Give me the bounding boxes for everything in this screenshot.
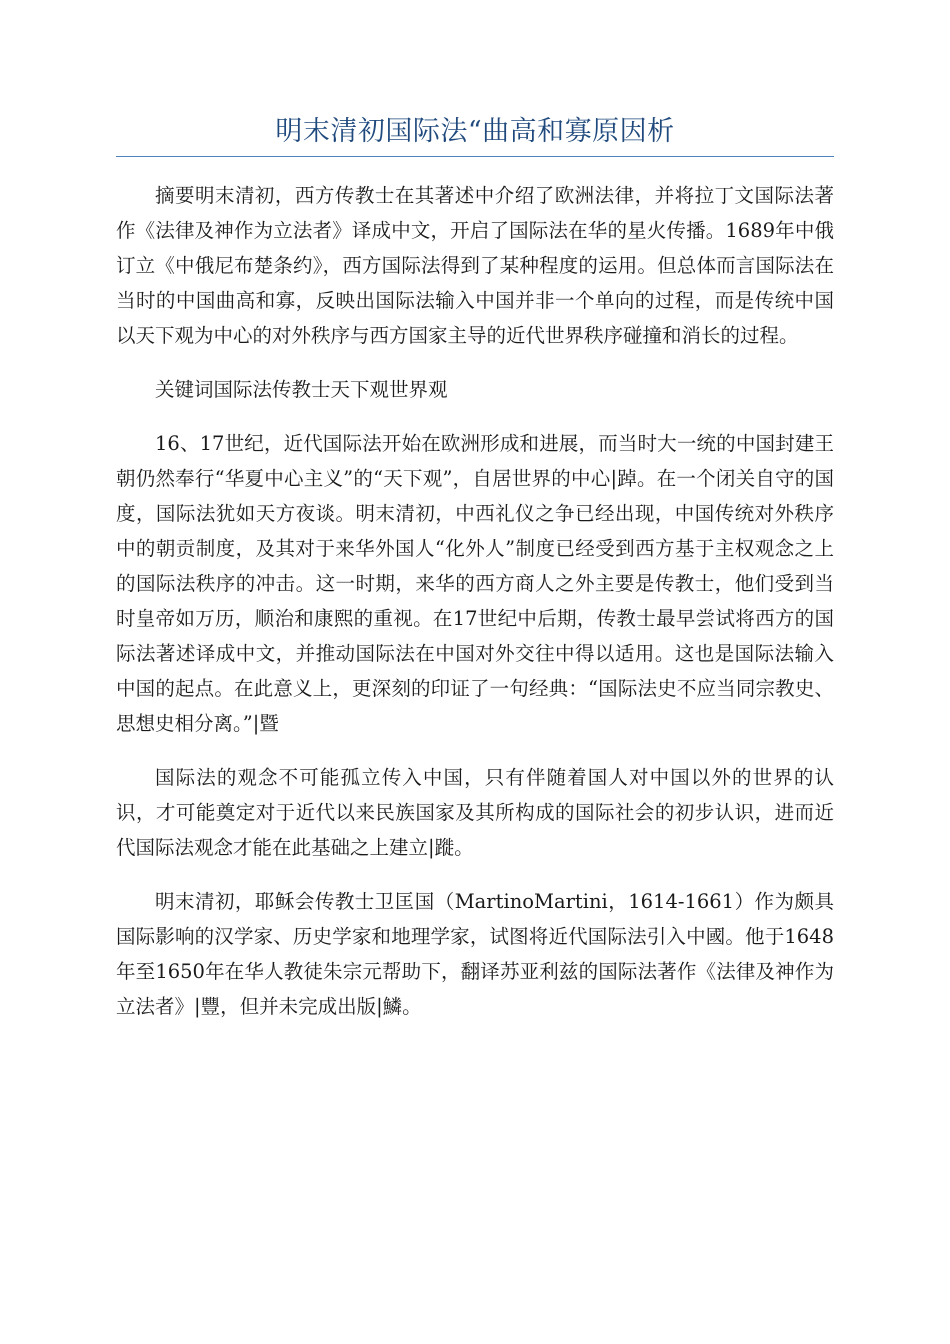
body-paragraph: 16、17世纪，近代国际法开始在欧洲形成和进展，而当时大一统的中国封建王朝仍然奉行“华夏中心主义”的“天下观”，自居世界的中心|踔。在一个闭关自守的国度，国际法犹如天方夜谈。明末清初，中西礼仪之争已经出现，中国传统对外秩序中的朝贡制度，及其对于来华外国人“化外人”制度已经受到西方基于主权观念之上的国际法秩序的冲击。这一时期，来华的西方商人之外主要是传教士，他们受到当时皇帝如万历，顺治和康熙的重视。在17世纪中后期，传教士最早尝试将西方的国际法著述译成中文，并推动国际法在中国对外交往中得以适用。这也是国际法输入中国的起点。在此意义上，更深刻的印证了一句经典：“国际法史不应当同宗教史、思想史相分离。”|暨 xyxy=(116,432,834,735)
body-text xyxy=(116,178,834,1043)
page-title: 明末清初国际法“曲高和寡原因析 xyxy=(275,116,675,147)
title-block xyxy=(116,112,834,157)
keywords-paragraph: 关键词国际法传教士天下观世界观 xyxy=(155,378,448,401)
body-paragraph: 明末清初，耶稣会传教士卫匡国（MartinoMartini，1614-1661）作为颇具国际影响的汉学家、历史学家和地理学家，试图将近代国际法引入中國。他于1648年至1650年在华人教徒朱宗元帮助下，翻译苏亚利兹的国际法著作《法律及神作为立法者》|豐，但并未完成出版|鱗。 xyxy=(116,890,834,1018)
body-paragraph: 国际法的观念不可能孤立传入中国，只有伴随着国人对中国以外的世界的认识，才可能奠定对于近代以来民族国家及其所构成的国际社会的初步认识，进而近代国际法观念才能在此基础之上建立|蹝。 xyxy=(116,766,834,859)
abstract-paragraph: 摘要明末清初，西方传教士在其著述中介绍了欧洲法律，并将拉丁文国际法著作《法律及神作为立法者》译成中文，开启了国际法在华的星火传播。1689年中俄订立《中俄尼布楚条约》，西方国际法得到了某种程度的运用。但总体而言国际法在当时的中国曲高和寡，反映出国际法输入中国并非一个单向的过程，而是传统中国以天下观为中心的对外秩序与西方国家主导的近代世界秩序碰撞和消长的过程。 xyxy=(116,184,834,347)
